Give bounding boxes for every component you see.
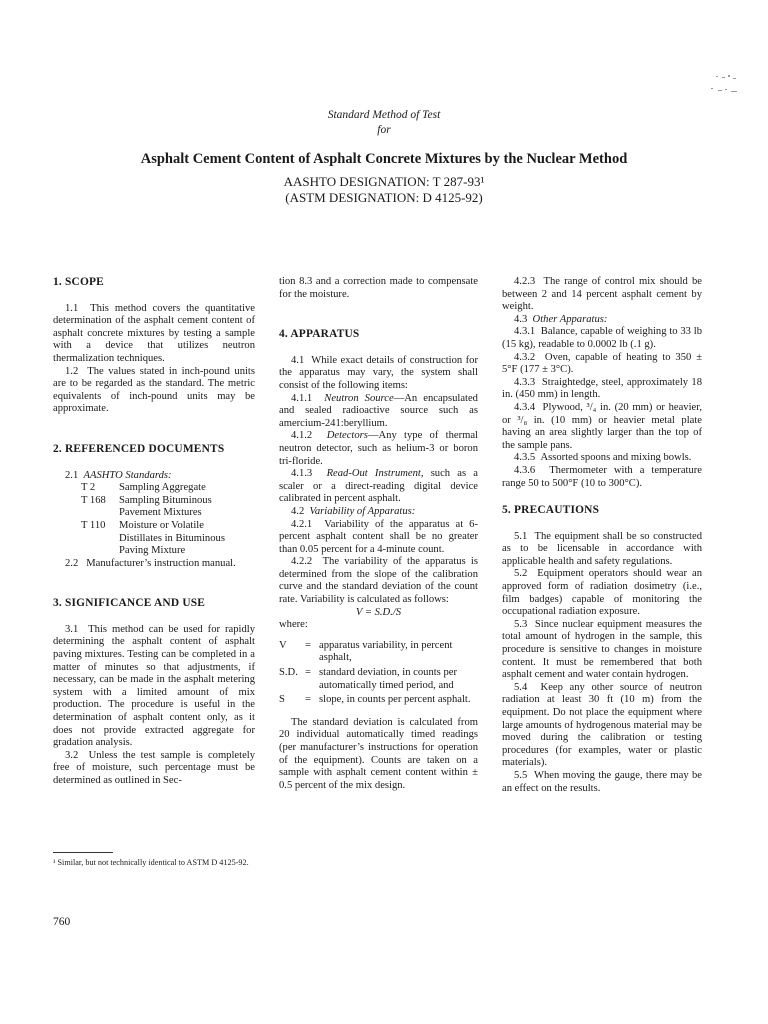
paragraph-4-3-4: 4.3.4 Plywood, ³/₄ in. (20 mm) or heavier, or ³/₈ in. (10 mm) or heavier metal plate having an area slightly larger than the top of the sample pans. [502, 401, 702, 451]
header-line-1: Standard Method of Test [327, 109, 441, 121]
where-label: where: [279, 619, 308, 631]
aashto-designation: AASHTO DESIGNATION: T 287-93¹ [283, 174, 485, 189]
paragraph-4-3-1: 4.3.1 Balance, capable of weighing to 33 lb (15 kg), readable to 0.0002 lb (.1 g). [502, 326, 702, 350]
section-heading-referenced-documents: 2. REFERENCED DOCUMENTS [53, 442, 225, 455]
paragraph-1-2: 1.2 The values stated in inch-pound units are to be regarded as the standard. The metric equivalents of inch-pound units may be approximate. [53, 365, 256, 415]
paragraph-4-2-2: 4.2.2 The variability of the apparatus is determined from the slope of the calibration curve and the standard deviation of the count rate. Variability is calculated as follows: [279, 556, 478, 606]
paragraph-1-1: 1.1 This method covers the quantitative determination of the asphalt cement content of asphalt concrete mixtures by testing a sample with a device that utilizes neutron thermalization techniques. [53, 302, 255, 364]
paragraph-5-5: 5.5 When moving the gauge, there may be an effect on the results. [502, 769, 702, 794]
paragraph-4-1-3: 4.1.3 Read-Out Instrument, such as a scaler or a direct-reading digital device calibrated in percent asphalt. [279, 468, 479, 505]
column-1 [53, 276, 255, 788]
section-heading-scope: 1. SCOPE [53, 276, 104, 288]
header-line-2: for [377, 124, 391, 136]
paragraph-standard-deviation: The standard deviation is calculated from 20 individual automatically timed readings (per manufacturer’s instructions for operation of the equipment). Counts are taken on a sample with asphalt cement content within ± 0.5 percent of the mix design. [279, 716, 478, 791]
paragraph-4-1-2: 4.1.2 Detectors—Any type of thermal neutron detector, such as helium-3 or boron tri-floride. [279, 430, 478, 467]
paragraph-4-2-1: 4.2.1 Variability of the apparatus at 6-percent asphalt content shall be no greater than 0.05 percent for a 4-minute count. [279, 518, 478, 555]
astm-designation: (ASTM DESIGNATION: D 4125-92) [285, 190, 483, 205]
document-title: Asphalt Cement Content of Asphalt Concrete Mixtures by the Nuclear Method [140, 151, 628, 167]
paragraph-3-2-continued: tion 8.3 and a correction made to compensate for the moisture. [279, 276, 478, 300]
reference-item-continued: Distillates in Bituminous Paving Mixture [119, 532, 225, 557]
section-heading-significance: 3. SIGNIFICANCE AND USE [53, 597, 206, 610]
paragraph-5-4: 5.4 Keep any other source of neutron radiation at least 30 ft (10 m) from the equipment. Do not place the equipment where large amounts of hydrogenous material may be moved during the calibration or testing procedures (for examples, water or plastic materials). [502, 681, 703, 769]
footnote: ¹ Similar, but not technically identical to ASTM D 4125-92. [53, 858, 249, 867]
paragraph-4-1-1: 4.1.1 Neutron Source—An encapsulated and sealed radioactive source such as amercium-241:beryllium. [279, 392, 478, 429]
document-header [0, 108, 768, 206]
paragraph-2-2: 2.2 Manufacturer’s instruction manual. [65, 557, 236, 569]
column-2 [279, 276, 478, 792]
paragraph-4-3-5: 4.3.5 Assorted spoons and mixing bowls. [514, 452, 692, 464]
section-heading-apparatus: 4. APPARATUS [279, 328, 360, 341]
footnote-rule [53, 852, 113, 853]
reference-item: T 168 Sampling Bituminous [81, 494, 212, 506]
reference-item: T 110 Moisture or Volatile [81, 519, 204, 531]
reference-list [53, 482, 255, 558]
definition-row: S.D. = standard deviation, in counts per automatically timed period, and [279, 667, 457, 691]
reference-item-continued: Pavement Mixtures [119, 507, 202, 519]
reference-item: T 2 Sampling Aggregate [81, 482, 206, 494]
paragraph-4-1: 4.1 While exact details of construction for the apparatus may vary, the system shall consist of the following items: [279, 354, 478, 391]
paragraph-3-1: 3.1 This method can be used for rapidly determining the asphalt content of asphalt paving mixtures. Testing can be completed in a matter of minutes so that adjustments, if necessary, can be made in the asphalt metering system with a limited amount of mix production. The procedure is useful in the determination of asphalt content only, as it does not provide extracted aggregate for gradation analysis. [53, 623, 256, 749]
paragraph-4-3: 4.3 Other Apparatus: [514, 313, 608, 325]
scan-speck-mark [706, 74, 742, 96]
definition-row: S = slope, in counts per percent asphalt. [279, 694, 471, 706]
definition-row: V = apparatus variability, in percent asphalt, [279, 639, 453, 664]
column-3 [502, 276, 702, 795]
paragraph-3-2: 3.2 Unless the test sample is completely free of moisture, such percentage must be determined as outlined in Sec- [53, 749, 256, 786]
paragraph-4-3-6: 4.3.6 Thermometer with a temperature range 50 to 500°F (10 to 300°C). [502, 464, 702, 489]
paragraph-5-3: 5.3 Since nuclear equipment measures the total amount of hydrogen in the sample, this procedure is sensitive to changes in moisture content. It must be remembered that both asphalt cement and water contain hydrogen. [502, 618, 702, 681]
paragraph-4-2: 4.2 Variability of Apparatus: [291, 505, 416, 517]
page-number: 760 [53, 916, 71, 928]
paragraph-5-1: 5.1 The equipment shall be so constructed as to be licensable in accordance with applicable health and safety regulations. [502, 530, 702, 567]
paragraph-4-3-2: 4.3.2 Oven, capable of heating to 350 ± 5°F (177 ± 3°C). [502, 351, 703, 376]
paragraph-4-2-3: 4.2.3 The range of control mix should be between 2 and 14 percent asphalt cement by weight. [502, 276, 702, 313]
variability-formula: V = S.D./S [355, 606, 402, 618]
paragraph-5-2: 5.2 Equipment operators should wear an approved form of radiation dosimetry (i.e., film badges) capable of monitoring the occupational radiation exposure. [502, 568, 702, 618]
paragraph-2-1: 2.1 AASHTO Standards: [65, 469, 172, 481]
paragraph-4-3-3: 4.3.3 Straightedge, steel, approximately 18 in. (450 mm) in length. [502, 376, 703, 401]
section-heading-precautions: 5. PRECAUTIONS [502, 504, 600, 517]
